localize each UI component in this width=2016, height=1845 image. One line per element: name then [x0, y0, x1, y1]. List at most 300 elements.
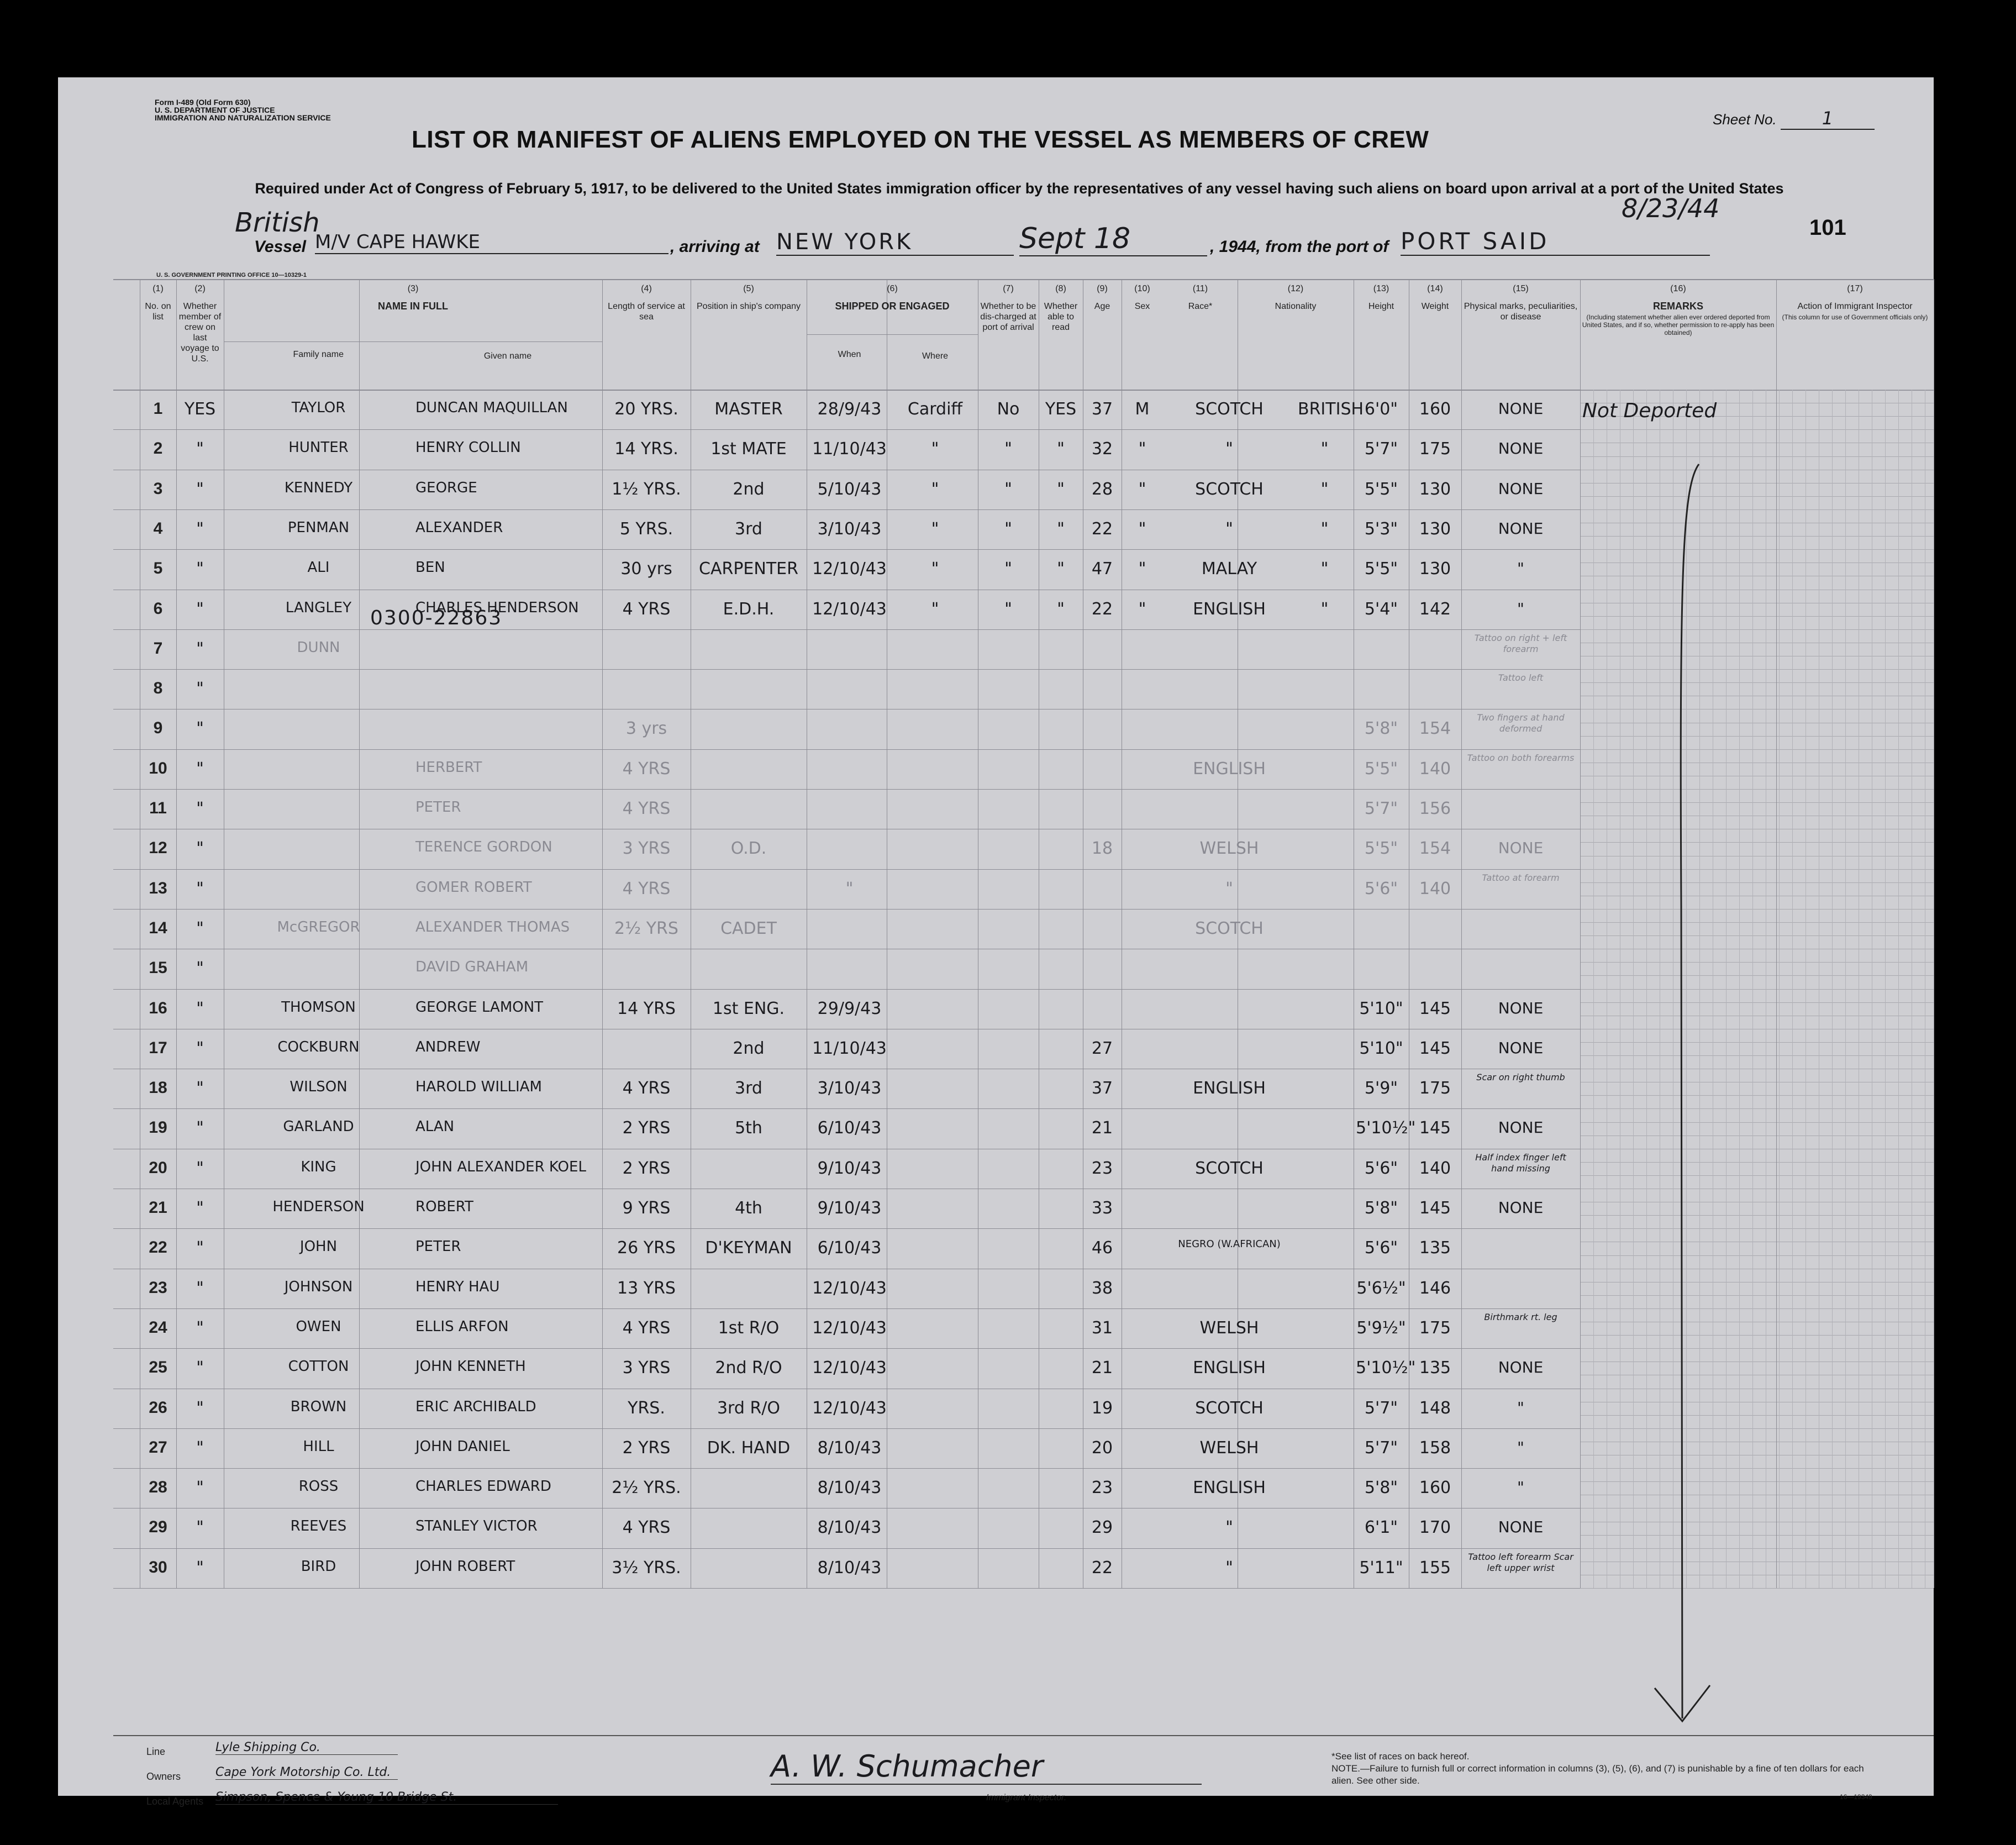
engaged-where: " — [931, 519, 939, 539]
weight: 158 — [1419, 1438, 1451, 1458]
engaged-where: Cardiff — [907, 400, 963, 419]
age: 31 — [1091, 1318, 1113, 1338]
position: 3rd R/O — [717, 1398, 781, 1418]
weight: 146 — [1419, 1278, 1451, 1298]
height: 5'5" — [1364, 839, 1398, 859]
column-header: No. on list — [145, 302, 171, 322]
department: U. S. DEPARTMENT OF JUSTICE — [155, 106, 275, 114]
arriving-label: , arriving at — [670, 238, 760, 256]
physical-marks: Birthmark rt. leg — [1484, 1311, 1557, 1322]
service-length: 26 YRS — [617, 1238, 676, 1258]
row-number: 26 — [149, 1398, 167, 1417]
physical-marks: Tattoo on both forearms — [1467, 752, 1575, 763]
age: 21 — [1091, 1118, 1113, 1138]
column-header: REMARKS — [1652, 301, 1703, 312]
age: 33 — [1091, 1199, 1113, 1218]
physical-marks: NONE — [1498, 479, 1544, 498]
agents-value: Simpson, Spence & Young 10 Bridge St. — [215, 1790, 558, 1805]
weight: 140 — [1419, 879, 1451, 898]
given-name: PETER — [415, 1238, 461, 1255]
given-name: ELLIS ARFON — [415, 1318, 509, 1335]
column-number: (8) — [1055, 284, 1066, 293]
height: 6'0" — [1364, 400, 1398, 419]
row-number: 10 — [149, 759, 167, 777]
line-label: Line — [146, 1746, 166, 1757]
engaged-where: " — [931, 439, 939, 459]
prev-voyage: " — [196, 679, 204, 699]
row-number: 17 — [149, 1038, 167, 1057]
given-name: CHARLES HENDERSON — [415, 599, 579, 616]
service-length: 2½ YRS — [614, 918, 678, 938]
weight: 145 — [1419, 1199, 1451, 1218]
prev-voyage: " — [196, 759, 204, 779]
family-name: HUNTER — [288, 439, 349, 456]
physical-marks: " — [1517, 1478, 1524, 1497]
family-name: LANGLEY — [285, 599, 352, 616]
service-length: 2½ YRS. — [612, 1478, 681, 1498]
row-number: 1 — [153, 400, 163, 418]
service-length: 4 YRS — [622, 1518, 671, 1538]
side-id-number: 0300-22863 — [370, 607, 503, 629]
race: NEGRO (W.AFRICAN) — [1178, 1238, 1281, 1250]
height: 5'7" — [1364, 1438, 1398, 1458]
prev-voyage: " — [196, 1158, 204, 1178]
family-name: McGREGOR — [277, 918, 360, 935]
given-name: ROBERT — [415, 1199, 473, 1215]
height: 5'8" — [1364, 719, 1398, 739]
prev-voyage: " — [196, 559, 204, 579]
column-number: (14) — [1427, 284, 1443, 293]
page-title: LIST OR MANIFEST OF ALIENS EMPLOYED ON THE VESSEL AS MEMBERS OF CREW — [412, 126, 1429, 153]
sex: " — [1138, 599, 1146, 619]
form-id: Form I-489 (Old Form 630) — [155, 98, 251, 107]
weight: 175 — [1419, 1318, 1451, 1338]
height: 5'10½" — [1356, 1358, 1416, 1378]
inspector-signature: A. W. Schumacher — [771, 1749, 1202, 1785]
position: 4th — [735, 1199, 762, 1218]
given-name: CHARLES EDWARD — [415, 1478, 551, 1495]
family-name: DUNN — [297, 639, 340, 656]
family-name: KING — [301, 1158, 336, 1175]
row-number: 8 — [153, 679, 163, 698]
physical-marks: NONE — [1498, 400, 1544, 418]
nationality: " — [1320, 439, 1329, 459]
row-number: 25 — [149, 1358, 167, 1377]
physical-marks: NONE — [1498, 1038, 1544, 1057]
service-length: 5 YRS. — [619, 519, 673, 539]
race: SCOTCH — [1195, 1398, 1264, 1418]
service-length: 3 yrs — [625, 719, 667, 739]
row-number: 5 — [153, 559, 163, 578]
discharged: " — [1004, 599, 1012, 619]
column-header: Action of Immigrant Inspector — [1797, 302, 1913, 311]
height: 5'9" — [1364, 1079, 1398, 1098]
family-name: PENMAN — [287, 519, 350, 536]
prev-voyage: " — [196, 439, 204, 459]
engaged-when: " — [845, 879, 854, 898]
service-length: 3 YRS — [622, 839, 671, 859]
prev-voyage: " — [196, 879, 204, 898]
age: 29 — [1091, 1518, 1113, 1538]
column-header: Physical marks, peculiarities, or disease — [1464, 302, 1578, 322]
engaged-where: " — [931, 599, 939, 619]
sheet-number — [1713, 108, 1875, 130]
engaged-when: 8/10/43 — [817, 1558, 882, 1578]
discharged: " — [1004, 439, 1012, 459]
inspector-label: Immigrant Inspector. — [986, 1793, 1067, 1802]
column-header: Sex — [1134, 302, 1150, 311]
sheet-value: 1 — [1781, 108, 1875, 130]
year-label: , 1944, from the port of — [1210, 238, 1389, 256]
age: 23 — [1091, 1478, 1113, 1498]
row-number: 4 — [153, 519, 163, 538]
row-number: 13 — [149, 879, 167, 897]
prev-voyage: " — [196, 1478, 204, 1498]
weight: 160 — [1419, 400, 1451, 419]
engaged-when: 28/9/43 — [817, 400, 882, 419]
row-number: 6 — [153, 599, 163, 618]
row-number: 3 — [153, 479, 163, 498]
prev-voyage: YES — [184, 400, 216, 419]
column-subheader: Given name — [483, 351, 532, 361]
given-name: DUNCAN MAQUILLAN — [415, 400, 568, 416]
physical-marks: NONE — [1498, 1118, 1544, 1137]
page-subtitle: Required under Act of Congress of February 5, 1917, to be delivered to the United States immigration officer by the representatives of any vessel having such aliens on board upon arrival at a port of the United States — [255, 180, 1784, 197]
engaged-when: 9/10/43 — [817, 1158, 882, 1178]
age: 37 — [1091, 400, 1113, 419]
given-name: GEORGE — [415, 479, 477, 496]
engaged-when: 11/10/43 — [812, 439, 887, 459]
race: SCOTCH — [1195, 400, 1264, 419]
physical-marks: Half index finger left hand missing — [1475, 1152, 1566, 1174]
column-number: (4) — [641, 284, 652, 293]
physical-marks: " — [1517, 1398, 1524, 1417]
weight: 145 — [1419, 998, 1451, 1018]
weight: 130 — [1419, 559, 1451, 579]
row-number: 15 — [149, 959, 167, 977]
given-name: BEN — [415, 559, 445, 576]
column-subheader: (Including statement whether alien ever ordered deported from United States, and if so, whether permission to re-apply has been obtained) — [1582, 313, 1775, 337]
weight: 156 — [1419, 799, 1451, 818]
engaged-when: 3/10/43 — [817, 1079, 882, 1098]
race: " — [1225, 519, 1233, 539]
column-number: (12) — [1287, 284, 1304, 293]
engaged-when: 8/10/43 — [817, 1478, 882, 1498]
row-number: 30 — [149, 1558, 167, 1576]
height: 5'10" — [1359, 998, 1403, 1018]
column-number: (1) — [152, 284, 164, 293]
family-name: BROWN — [290, 1398, 347, 1415]
service-length: 13 YRS — [617, 1278, 676, 1298]
engaged-when: 12/10/43 — [812, 1278, 887, 1298]
column-header: Age — [1094, 302, 1110, 311]
height: 5'3" — [1364, 519, 1398, 539]
race: ENGLISH — [1193, 759, 1266, 779]
family-name: ROSS — [298, 1478, 339, 1495]
age: 20 — [1091, 1438, 1113, 1458]
row-number: 12 — [149, 839, 167, 858]
discharged: No — [997, 400, 1020, 419]
prev-voyage: " — [196, 1438, 204, 1458]
weight: 135 — [1419, 1238, 1451, 1258]
engaged-when: 6/10/43 — [817, 1238, 882, 1258]
column-subheader: Where — [922, 351, 949, 361]
given-name: ALAN — [415, 1118, 455, 1136]
race: " — [1225, 1518, 1233, 1538]
height: 5'5" — [1364, 759, 1398, 779]
column-number: (16) — [1670, 284, 1686, 293]
service-length: 20 YRS. — [614, 400, 678, 419]
race: WELSH — [1199, 1318, 1259, 1338]
height: 5'10" — [1359, 1038, 1403, 1058]
height: 5'11" — [1359, 1558, 1403, 1578]
row-number: 16 — [149, 998, 167, 1017]
given-name: GOMER ROBERT — [415, 879, 532, 896]
engaged-when: 12/10/43 — [812, 559, 887, 579]
column-header: Whether to be dis-charged at port of arrival — [980, 302, 1036, 332]
remarks-ditto-arrow — [1649, 464, 1715, 1746]
position: D'KEYMAN — [705, 1238, 792, 1258]
race: SCOTCH — [1195, 918, 1264, 938]
weight: 154 — [1419, 839, 1451, 859]
age: 22 — [1091, 519, 1113, 539]
family-name: GARLAND — [283, 1118, 354, 1136]
row-number: 9 — [153, 719, 163, 738]
race: " — [1225, 879, 1233, 898]
prev-voyage: " — [196, 959, 204, 979]
height: 5'7" — [1364, 799, 1398, 818]
engaged-when: 29/9/43 — [817, 998, 882, 1018]
sex: M — [1135, 400, 1150, 419]
column-header: Nationality — [1275, 302, 1317, 311]
family-name: TAYLOR — [291, 400, 346, 416]
arriving-port: NEW YORK — [776, 229, 1014, 256]
prev-voyage: " — [196, 1318, 204, 1338]
engaged-when: 3/10/43 — [817, 519, 882, 539]
height: 5'7" — [1364, 1398, 1398, 1418]
race: SCOTCH — [1195, 479, 1264, 499]
physical-marks: " — [1517, 1438, 1524, 1457]
prev-voyage: " — [196, 1199, 204, 1218]
given-name: HAROLD WILLIAM — [415, 1079, 542, 1096]
height: 5'6" — [1364, 1158, 1398, 1178]
given-name: JOHN KENNETH — [415, 1358, 526, 1375]
sheet-label: Sheet No. — [1713, 111, 1777, 128]
given-name: DAVID GRAHAM — [415, 959, 529, 976]
race: ENGLISH — [1193, 1079, 1266, 1098]
age: 46 — [1091, 1238, 1113, 1258]
family-name: COCKBURN — [277, 1038, 360, 1055]
given-name: ANDREW — [415, 1038, 481, 1055]
height: 5'9½" — [1356, 1318, 1406, 1338]
position: 2nd — [733, 1038, 765, 1058]
prev-voyage: " — [196, 519, 204, 539]
service-length: 14 YRS. — [614, 439, 678, 459]
engaged-when: 9/10/43 — [817, 1199, 882, 1218]
given-name: ERIC ARCHIBALD — [415, 1398, 536, 1415]
physical-marks: Tattoo at forearm — [1482, 872, 1560, 883]
age: 18 — [1091, 839, 1113, 859]
column-header: NAME IN FULL — [378, 301, 448, 312]
able-to-read: " — [1057, 439, 1065, 459]
column-number: (10) — [1134, 284, 1150, 293]
given-name: HENRY HAU — [415, 1278, 500, 1295]
position: 3rd — [735, 1079, 762, 1098]
row-number: 14 — [149, 918, 167, 937]
column-number: (15) — [1513, 284, 1529, 293]
races-note: *See list of races on back hereof. — [1331, 1751, 1470, 1762]
able-to-read: " — [1057, 599, 1065, 619]
weight: 130 — [1419, 479, 1451, 499]
physical-marks: NONE — [1498, 1518, 1544, 1537]
physical-marks: Scar on right thumb — [1476, 1072, 1565, 1083]
position: 1st ENG. — [712, 998, 785, 1018]
family-name: KENNEDY — [284, 479, 353, 496]
position: 2nd — [733, 479, 765, 499]
service-length: 4 YRS — [622, 759, 671, 779]
race: WELSH — [1199, 1438, 1259, 1458]
row-number: 11 — [149, 799, 167, 817]
race: ENGLISH — [1193, 1358, 1266, 1378]
nationality: " — [1320, 519, 1329, 539]
age: 22 — [1091, 1558, 1113, 1578]
age: 21 — [1091, 1358, 1113, 1378]
row-number: 28 — [149, 1478, 167, 1497]
engaged-when: 6/10/43 — [817, 1118, 882, 1138]
position: 1st MATE — [710, 439, 787, 459]
weight: 175 — [1419, 439, 1451, 459]
line-value: Lyle Shipping Co. — [215, 1741, 398, 1755]
column-number: (11) — [1192, 284, 1208, 293]
service-length: 4 YRS — [622, 799, 671, 818]
engaged-where: " — [931, 479, 939, 499]
column-number: (9) — [1097, 284, 1108, 293]
column-header: Position in ship's company — [696, 302, 801, 311]
prev-voyage: " — [196, 479, 204, 499]
weight: 130 — [1419, 519, 1451, 539]
age: 27 — [1091, 1038, 1113, 1058]
family-name: OWEN — [296, 1318, 341, 1335]
able-to-read: YES — [1045, 400, 1077, 419]
row-number: 19 — [149, 1118, 167, 1137]
height: 5'5" — [1364, 479, 1398, 499]
column-number: (17) — [1847, 284, 1863, 293]
service-length: 9 YRS — [622, 1199, 671, 1218]
page-number: 101 — [1809, 215, 1846, 240]
weight: 154 — [1419, 719, 1451, 739]
column-number: (13) — [1373, 284, 1389, 293]
column-header: SHIPPED OR ENGAGED — [835, 301, 950, 312]
discharged: " — [1004, 519, 1012, 539]
table-row — [58, 429, 1934, 469]
race: ENGLISH — [1193, 1478, 1266, 1498]
family-name: BIRD — [301, 1558, 336, 1575]
column-number: (6) — [887, 284, 898, 293]
physical-marks: NONE — [1498, 1199, 1544, 1217]
nationality: " — [1320, 559, 1329, 579]
prev-voyage: " — [196, 918, 204, 938]
row-number: 20 — [149, 1158, 167, 1177]
family-name: JOHNSON — [284, 1278, 353, 1295]
weight: 170 — [1419, 1518, 1451, 1538]
given-name: STANLEY VICTOR — [415, 1518, 538, 1535]
row-number: 7 — [153, 639, 163, 658]
height: 5'8" — [1364, 1199, 1398, 1218]
given-name: HENRY COLLIN — [415, 439, 521, 456]
family-name: HILL — [303, 1438, 334, 1455]
position: CARPENTER — [699, 559, 798, 579]
column-number: (5) — [743, 284, 754, 293]
race: WELSH — [1199, 839, 1259, 859]
position: DK. HAND — [707, 1438, 791, 1458]
service: IMMIGRATION AND NATURALIZATION SERVICE — [155, 113, 331, 122]
age: 19 — [1091, 1398, 1113, 1418]
physical-marks: Tattoo on right + left forearm — [1474, 632, 1567, 654]
prev-voyage: " — [196, 1038, 204, 1058]
race: MALAY — [1201, 559, 1257, 579]
engaged-where: " — [931, 559, 939, 579]
position: MASTER — [714, 400, 783, 419]
given-name: PETER — [415, 799, 461, 816]
given-name: ALEXANDER THOMAS — [415, 918, 570, 935]
able-to-read: " — [1057, 479, 1065, 499]
given-name: JOHN ROBERT — [415, 1558, 515, 1575]
column-header: Race* — [1188, 302, 1213, 311]
weight: 135 — [1419, 1358, 1451, 1378]
weight: 140 — [1419, 759, 1451, 779]
prev-voyage: " — [196, 1358, 204, 1378]
agents-label: Local Agents — [146, 1796, 204, 1807]
able-to-read: " — [1057, 559, 1065, 579]
position: 3rd — [735, 519, 762, 539]
prev-voyage: " — [196, 839, 204, 859]
service-length: 14 YRS — [617, 998, 676, 1018]
column-header: Whether member of crew on last voyage to U.S. — [178, 302, 222, 364]
sex: " — [1138, 559, 1146, 579]
height: 5'7" — [1364, 439, 1398, 459]
engaged-when: 12/10/43 — [812, 1318, 887, 1338]
age: 47 — [1091, 559, 1113, 579]
form-number: 16—19349 — [1840, 1793, 1872, 1801]
physical-marks: NONE — [1498, 998, 1544, 1017]
row-number: 21 — [149, 1199, 167, 1217]
prev-voyage: " — [196, 1238, 204, 1258]
prev-voyage: " — [196, 998, 204, 1018]
printing-office: U. S. GOVERNMENT PRINTING OFFICE 10—10329-1 — [156, 272, 307, 278]
given-name: JOHN DANIEL — [415, 1438, 510, 1455]
physical-marks: Tattoo left — [1498, 672, 1544, 684]
height: 5'10½" — [1356, 1118, 1416, 1138]
family-name: COTTON — [288, 1358, 349, 1375]
age: 28 — [1091, 479, 1113, 499]
service-length: 3 YRS — [622, 1358, 671, 1378]
discharged: " — [1004, 479, 1012, 499]
physical-marks: NONE — [1498, 519, 1544, 538]
engaged-when: 8/10/43 — [817, 1438, 882, 1458]
family-name: HENDERSON — [272, 1199, 365, 1215]
prev-voyage: " — [196, 599, 204, 619]
position: CADET — [720, 918, 777, 938]
column-number: (3) — [407, 284, 419, 293]
arrival-date: Sept 18 — [1019, 222, 1207, 256]
column-header: Height — [1368, 302, 1394, 311]
height: 5'6" — [1364, 879, 1398, 898]
column-number: (2) — [194, 284, 206, 293]
sex: " — [1138, 439, 1146, 459]
manifest-sheet — [58, 77, 1934, 1807]
column-header: Weight — [1421, 302, 1449, 311]
engaged-when: 12/10/43 — [812, 1358, 887, 1378]
